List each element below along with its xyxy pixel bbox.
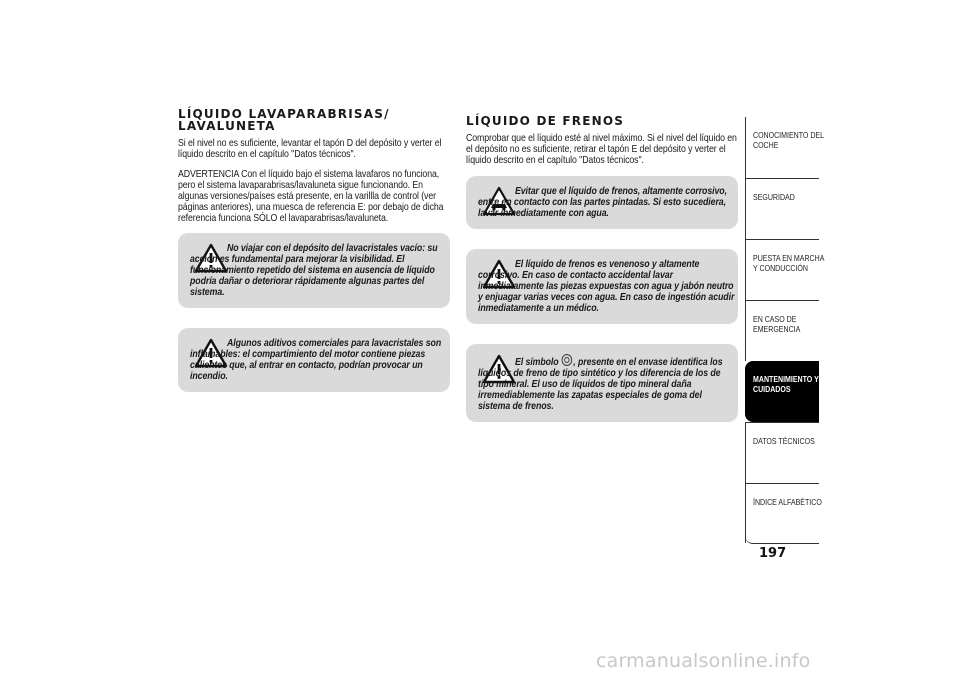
tab-conocimiento-del-coche[interactable]: CONOCIMIENTO DEL COCHE xyxy=(745,117,819,178)
right-column xyxy=(466,108,738,436)
watermark: carmanualsonline.info xyxy=(596,650,811,672)
warning-text: No viajar con el depósito del lavacristales vacío: su acción es fundamental para mejorar la visibilidad. El funcionamiento repetido del sistema en ausencia de líquido podría dañar o deteriorar rápidamente algunas partes del sistema. xyxy=(190,243,438,298)
tab-datos-tecnicos[interactable]: DATOS TÉCNICOS xyxy=(745,422,819,483)
synthetic-fluid-symbol-icon xyxy=(562,354,573,366)
warning-box-poison xyxy=(466,249,738,324)
section-title-washer-fluid: LÍQUIDO LAVAPARABRISAS/ LAVALUNETA xyxy=(178,107,390,133)
note-text: Evitar que el líquido de frenos, altamente corrosivo, entre en contacto con las partes pintadas. Si esto sucediera, lavar inmediatamente con agua. xyxy=(478,186,727,219)
tab-mantenimiento-y-cuidados[interactable]: MANTENIMIENTO Y CUIDADOS xyxy=(745,361,819,422)
left-column xyxy=(178,108,450,406)
warning-text: El líquido de frenos es venenoso y altamente corrosivo. En caso de contacto accidental lavar inmediatamente las piezas expuestas con agua y jabón neutro y enjuagar varias veces con agua. En caso de ingestión acudir inmediatamente a un médico. xyxy=(478,259,735,314)
tab-puesta-en-marcha[interactable]: PUESTA EN MARCHA Y CONDUCCIÓN xyxy=(745,239,819,300)
warning-text: El símbolo , presente en el envase identifica los líquidos de freno de tipo sintético y los diferencia de los de tipo mineral. El uso de líquidos de tipo mineral daña irremediablemente las zapatas especiales de goma del sistema de frenos. xyxy=(478,354,735,412)
tab-en-caso-de-emergencia[interactable]: EN CASO DE EMERGENCIA xyxy=(745,300,819,361)
tab-seguridad[interactable]: SEGURIDAD xyxy=(745,178,819,239)
section-title-brake-fluid: LÍQUIDO DE FRENOS xyxy=(466,114,625,128)
tab-indice-alfabetico[interactable]: ÍNDICE ALFABÉTICO xyxy=(745,483,819,544)
chapter-tabs xyxy=(745,117,825,544)
warning-box-flammable xyxy=(178,328,450,392)
paragraph-brake-level: Comprobar que el líquido esté al nivel máximo. Si el nivel del líquido en el depósito no es suficiente, retirar el tapón E del depósito y verter el líquido descrito en el capítulo "Datos técnicos". xyxy=(466,133,737,166)
warning-box-empty-reservoir xyxy=(178,233,450,308)
page-number: 197 xyxy=(759,546,787,561)
paragraph-washer-level: Si el nivel no es suficiente, levantar el tapón D del depósito y verter el líquido descrito en el capítulo "Datos técnicos". xyxy=(178,138,442,160)
warning-text: Algunos aditivos comerciales para lavacristales son inflamables: el compartimiento del motor contiene piezas calientes que, al entrar en contacto, podrían provocar un incendio. xyxy=(190,338,442,382)
paragraph-advertencia: ADVERTENCIA Con el líquido bajo el sistema lavafaros no funciona, pero el sistema lavaparabrisas/lavaluneta sigue funcionando. En algunas versiones/países está presente, en la varillla de control (ver páginas anteriores), una muesca de referencia E: por debajo de dicha referencia funciona SÓLO el lavaparabrisas/lavaluneta. xyxy=(178,169,444,224)
warning-box-synthetic-fluid xyxy=(466,344,738,422)
note-box-paint xyxy=(466,176,738,229)
